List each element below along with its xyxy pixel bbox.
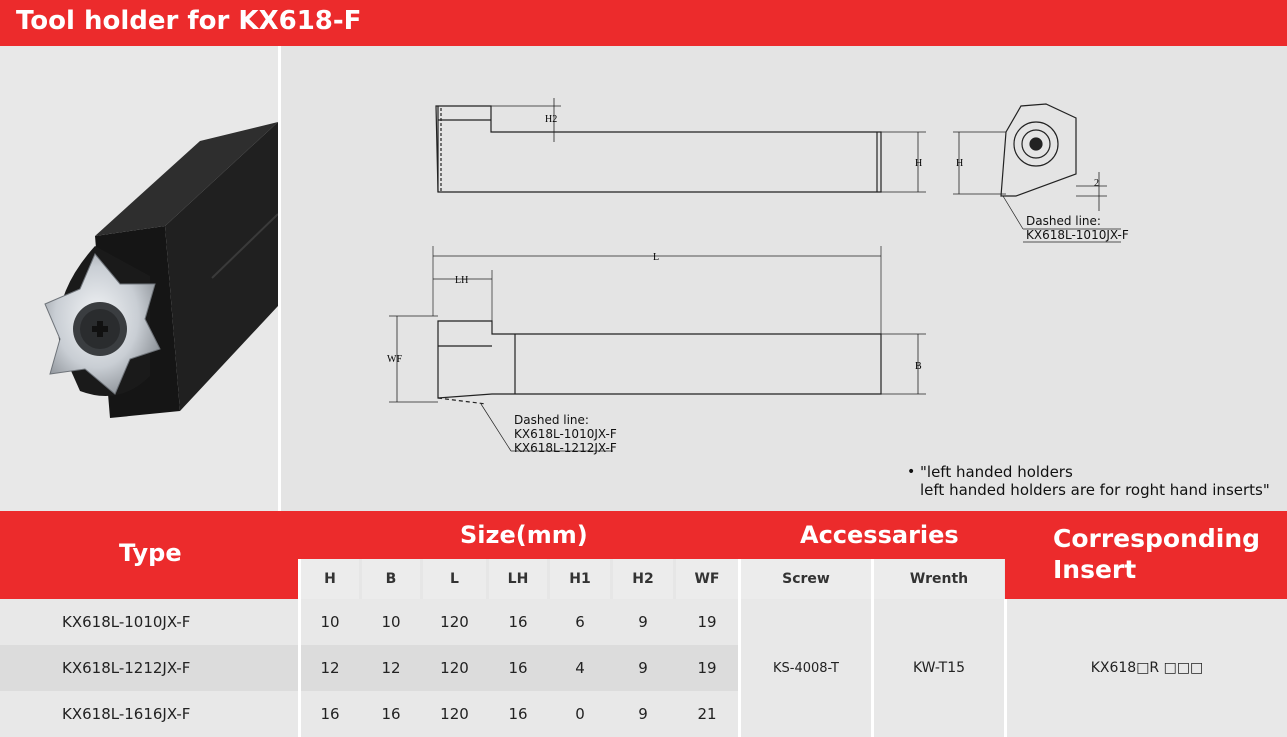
dim-h2-label: H2 [545,114,558,125]
type-cell: KX618L-1212JX-F [62,659,191,677]
value-cell: 21 [697,705,717,723]
header-bar [0,0,1287,46]
wrench-cell: KW-T15 [874,599,1004,737]
col-separator [871,559,874,737]
value-cell: 10 [320,613,340,631]
col-separator [738,559,741,737]
technical-drawing [281,46,1287,511]
value-cell: 4 [575,659,585,677]
page-title: Tool holder for KX618-F [16,6,362,36]
note-bottom-line3: KX618L-1212JX-F [514,441,617,455]
value-cell: 19 [697,613,717,631]
dashed-line-note-bottom [514,413,617,455]
top-view-body [436,106,881,192]
value-cell: 16 [508,613,528,631]
note-bottom-line2: KX618L-1010JX-F [514,427,617,441]
col-h: H [301,559,359,599]
value-cell: 19 [697,659,717,677]
col-lh: LH [489,559,547,599]
col-h2: H2 [613,559,673,599]
col-screw: Screw [741,559,871,599]
size-header: Size(mm) [460,521,588,549]
value-cell: 12 [320,659,340,677]
insert-header-line1: Corresponding [1053,524,1261,553]
accessories-header: Accessaries [800,521,959,549]
value-cell: 12 [381,659,401,677]
value-cell: 6 [575,613,585,631]
value-cell: 16 [508,705,528,723]
col-separator [1004,599,1007,737]
value-cell: 16 [508,659,528,677]
hand-note-line1: "left handed holders [920,463,1073,481]
value-cell: 120 [440,705,469,723]
value-cell: 9 [638,613,648,631]
dim-h-end-label: H [956,158,964,169]
type-header-cell [0,511,298,599]
col-l: L [423,559,486,599]
value-cell: 0 [575,705,585,723]
col-wf: WF [676,559,738,599]
dashed-line-note-top [1026,214,1129,242]
type-header: Type [119,539,182,567]
note-top-line1: Dashed line: [1026,214,1101,228]
insert-cell: KX618□R □□□ [1007,599,1287,737]
hand-note-bullet: • [907,464,916,480]
side-view-body [438,321,881,398]
col-separator [298,559,301,737]
value-cell: 120 [440,613,469,631]
technical-drawing-panel [281,46,1287,511]
type-cell: KX618L-1616JX-F [62,705,191,723]
dim-lh-label: LH [455,275,469,286]
col-wrench: Wrenth [874,559,1004,599]
tool-holder-image [0,46,278,511]
insert-header-line2: Insert [1053,555,1137,584]
dim-2-label: 2 [1094,178,1099,189]
col-b: B [362,559,420,599]
hand-note [920,463,1270,499]
col-h1: H1 [550,559,610,599]
note-bottom-line1: Dashed line: [514,413,589,427]
dim-b-label: B [915,361,922,372]
value-cell: 120 [440,659,469,677]
accessories-header-cell [740,511,1005,559]
screw-cell: KS-4008-T [741,599,871,737]
type-cell: KX618L-1010JX-F [62,613,191,631]
insert-header-cell [1005,511,1287,599]
note-top-line2: KX618L-1010JX-F [1026,228,1129,242]
size-header-cell [298,511,740,559]
value-cell: 10 [381,613,401,631]
dim-wf-label: WF [387,354,402,365]
value-cell: 9 [638,659,648,677]
product-image-panel [0,46,278,511]
hand-note-line2: left handed holders are for roght hand inserts" [920,481,1270,499]
value-cell: 16 [381,705,401,723]
insert-header [1053,523,1260,585]
dim-l-label: L [653,252,660,263]
dim-h-label: H [915,158,923,169]
value-cell: 16 [320,705,340,723]
value-cell: 9 [638,705,648,723]
